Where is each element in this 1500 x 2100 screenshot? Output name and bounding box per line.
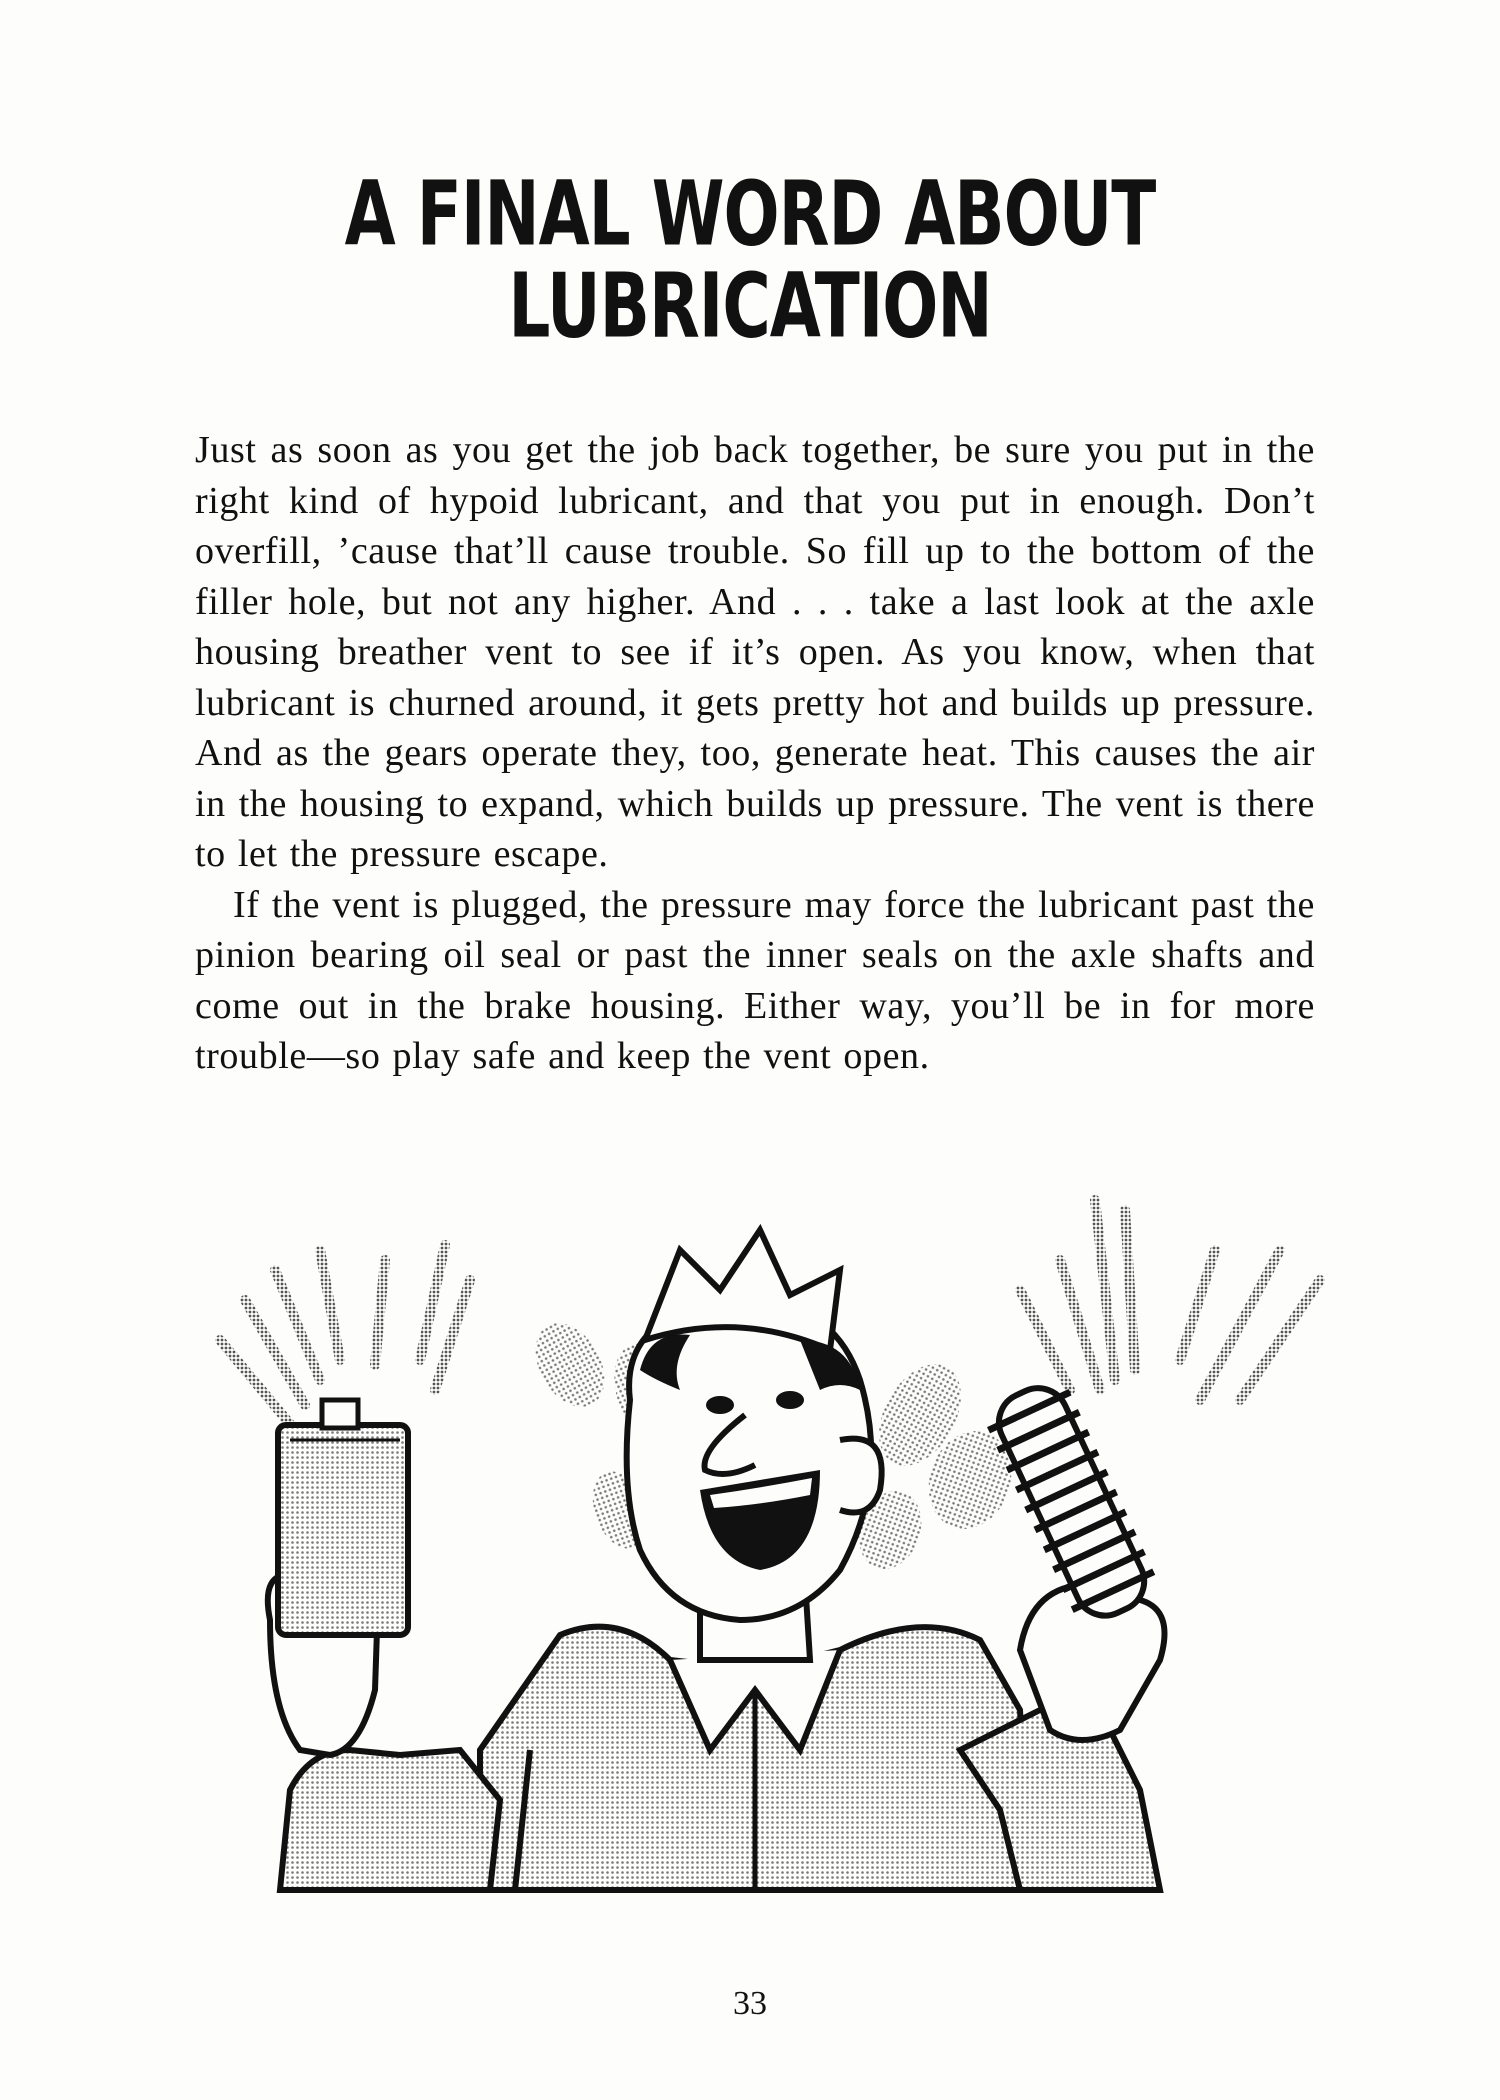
paragraph-1: Just as soon as you get the job back together, be sure you put in the right kind of hypoid lubricant, and that you put in enough. Don’t overfill, ’cause that’ll cause trouble. So fill up to the bottom of the filler hole, but not any higher. And . . . take a last look at the axle housing breather vent to see if it’s open. As you know, when that lubricant is churned around, it gets pretty hot and builds up pressure. And as the gears operate they, too, generate heat. This causes the air in the housing to expand, which builds up pressure. The vent is there to let the pressure escape. (195, 429, 1315, 875)
mechanic-head (627, 1230, 882, 1620)
page-number: 33 (733, 1985, 767, 2022)
gear-icon (980, 1374, 1163, 1630)
paragraph-2: If the vent is plugged, the pressure may force the lubricant past the pinion bearing oil seal or past the inner seals on the axle shafts and come out in the brake housing. Either way, you’ll be in for more trouble—so play safe and keep the vent open. (195, 883, 1315, 1077)
mechanic-illustration (200, 1190, 1350, 1910)
page-title-line-1: A FINAL WORD ABOUT (344, 161, 1156, 266)
body-text (195, 425, 1315, 1082)
left-arm (280, 1750, 500, 1890)
motion-lines-right (1020, 1200, 1320, 1400)
page-title-line-2: LUBRICATION (508, 253, 992, 358)
lubricant-can-icon (278, 1400, 408, 1635)
